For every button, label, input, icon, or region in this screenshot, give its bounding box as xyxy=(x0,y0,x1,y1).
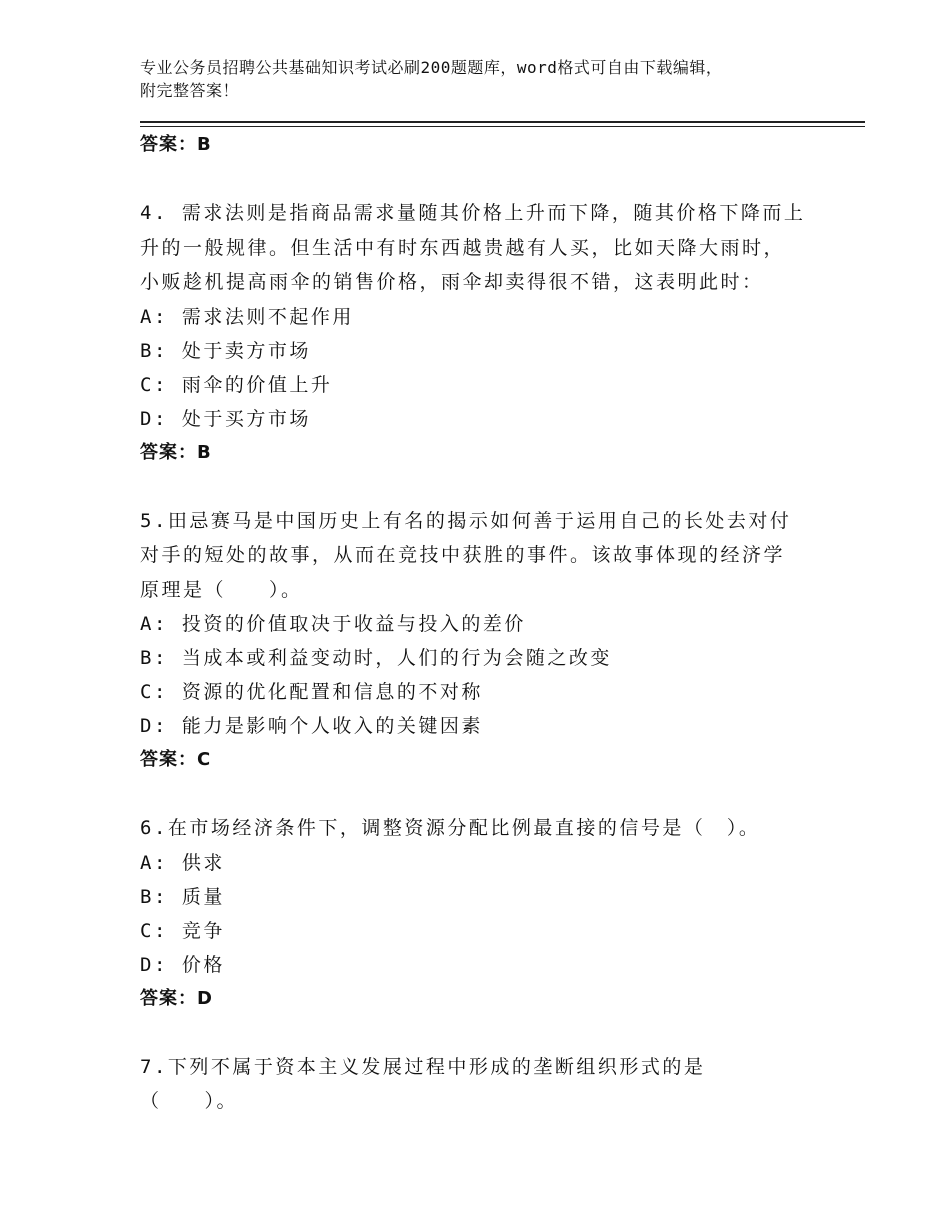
stem-line: 5.田忌赛马是中国历史上有名的揭示如何善于运用自己的长处去对付 xyxy=(140,509,792,532)
stem-line: 6.在市场经济条件下，调整资源分配比例最直接的信号是（ ）。 xyxy=(140,817,761,839)
option-a: A: 供求 xyxy=(140,851,225,874)
question-6 xyxy=(140,811,830,1016)
answer-line-q3: 答案：B xyxy=(140,134,212,155)
option-d: D: 价格 xyxy=(140,953,225,976)
question-stem xyxy=(140,504,830,608)
answer-line: 答案：B xyxy=(140,441,212,463)
document-body xyxy=(140,128,830,1119)
header-line-1: 专业公务员招聘公共基础知识考试必刷200题题库，word格式可自由下载编辑， xyxy=(140,58,723,77)
question-5 xyxy=(140,504,830,778)
option-b: B: 处于卖方市场 xyxy=(140,339,311,362)
question-stem xyxy=(140,811,830,846)
header-rule-thin xyxy=(140,126,865,127)
option-c: C: 竞争 xyxy=(140,919,225,942)
question-4 xyxy=(140,196,830,470)
question-stem xyxy=(140,196,830,300)
answer-line: 答案：C xyxy=(140,749,212,770)
stem-line: 4. 需求法则是指商品需求量随其价格上升而下降，随其价格下降而上 xyxy=(140,202,806,224)
question-7 xyxy=(140,1050,830,1119)
option-b: B: 当成本或利益变动时，人们的行为会随之改变 xyxy=(140,647,612,669)
option-c: C: 雨伞的价值上升 xyxy=(140,373,333,396)
option-a: A: 投资的价值取决于收益与投入的差价 xyxy=(140,613,526,635)
stem-line: 原理是（ ）。 xyxy=(140,578,303,601)
page-header xyxy=(140,56,820,102)
stem-line: 小贩趁机提高雨伞的销售价格，雨伞却卖得很不错，这表明此时： xyxy=(140,271,764,293)
header-rule-thick xyxy=(140,121,865,123)
header-line-2: 附完整答案！ xyxy=(140,81,240,100)
stem-line: （ ）。 xyxy=(140,1090,239,1112)
option-b: B: 质量 xyxy=(140,885,225,908)
option-d: D: 处于买方市场 xyxy=(140,407,311,430)
question-stem xyxy=(140,1050,830,1119)
option-a: A: 需求法则不起作用 xyxy=(140,305,354,328)
stem-line: 升的一般规律。但生活中有时东西越贵越有人买，比如天降大雨时， xyxy=(140,236,786,259)
stem-line: 7.下列不属于资本主义发展过程中形成的垄断组织形式的是 xyxy=(140,1055,706,1078)
option-c: C: 资源的优化配置和信息的不对称 xyxy=(140,681,483,703)
stem-line: 对手的短处的故事，从而在竞技中获胜的事件。该故事体现的经济学 xyxy=(140,544,786,566)
answer-line: 答案：D xyxy=(140,987,213,1009)
option-d: D: 能力是影响个人收入的关键因素 xyxy=(140,715,483,737)
